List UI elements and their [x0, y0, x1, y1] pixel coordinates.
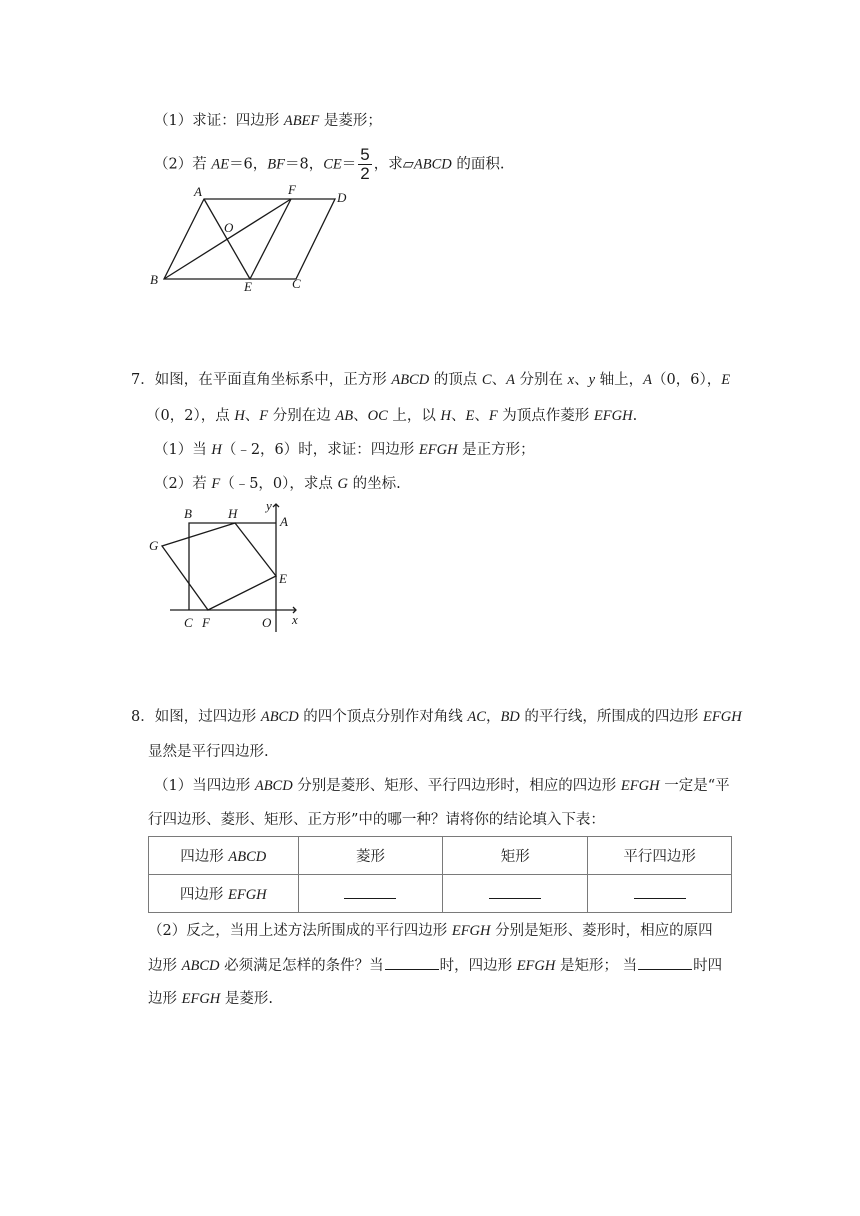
q8-part1-line2: 行四边形、菱形、矩形、正方形”中的哪一种？请将你的结论填入下表： [148, 812, 605, 828]
label-o: O [224, 220, 234, 235]
q7-stem-line1: 7．如图，在平面直角坐标系中，正方形 ABCD 的顶点 C、A 分别在 x、y 轴上，A（0，6），E [131, 372, 731, 388]
answer-blank-rectangle[interactable] [443, 875, 588, 913]
table-header-cell: 四边形 EFGH [149, 875, 299, 913]
label-y: y [266, 498, 272, 513]
q6-part2: （2）若 AE＝6，BF＝8，CE＝ $\frac{5}{2}$ ，求▱ABCD 的面积. [154, 145, 505, 183]
label-f: F [288, 182, 296, 197]
q7-part1: （1）当 H（﹣2，6）时，求证：四边形 EFGH 是正方形； [154, 442, 535, 458]
blank-line [634, 884, 686, 899]
label-d: D [337, 190, 347, 205]
label-e: E [244, 279, 252, 294]
q8-stem-line1: 8．如图，过四边形 ABCD 的四个顶点分别作对角线 AC，BD 的平行线，所围成的四边形 EFGH [131, 709, 742, 725]
answer-blank-rectangle-condition[interactable] [385, 955, 439, 970]
table-cell: 矩形 [443, 837, 588, 875]
q8-stem-line2: 显然是平行四边形. [148, 744, 269, 760]
segment-fe [250, 199, 291, 279]
label-c: C [184, 615, 193, 630]
table-row [149, 837, 732, 875]
segment-bf [164, 199, 291, 279]
rhombus-efgh [162, 523, 276, 610]
label-b: B [150, 272, 158, 287]
answer-blank-rhombus-condition[interactable] [638, 955, 692, 970]
label-f: F [202, 615, 210, 630]
table-cell: 菱形 [298, 837, 443, 875]
q7-part2: （2）若 F（﹣5，0），求点 G 的坐标. [154, 476, 401, 492]
label-c: C [292, 276, 301, 291]
q8-part2-line2: 边形 ABCD 必须满足怎样的条件？当 时，四边形 EFGH 是矩形； 当 时四 [148, 955, 722, 976]
q8-part2-line3: 边形 EFGH 是菱形. [148, 991, 273, 1007]
label-o: O [262, 615, 272, 630]
q8-part2-line1: （2）反之，当用上述方法所围成的平行四边形 EFGH 分别是矩形、菱形时，相应的原四 [148, 923, 713, 939]
q8-part1-line1: （1）当四边形 ABCD 分别是菱形、矩形、平行四边形时，相应的四边形 EFGH 一定是“平 [154, 778, 730, 794]
q7-figure-coordinate-square [140, 496, 320, 634]
table-cell: 平行四边形 [588, 837, 732, 875]
table-row [149, 875, 732, 913]
label-a: A [194, 184, 202, 199]
blank-line [344, 884, 396, 899]
label-abef: ABEF [283, 113, 320, 129]
label-a: A [280, 514, 288, 529]
q6-part1: （1）求证：四边形 ABEF 是菱形； [154, 113, 382, 129]
label-b: B [184, 506, 192, 521]
label-x: x [292, 612, 298, 627]
square-abcd [189, 523, 276, 610]
label-h: H [228, 506, 238, 521]
fraction-five-halves: $\frac{5}{2}$ [360, 145, 370, 183]
label-e: E [279, 571, 287, 586]
q7-stem-line2: （0，2），点 H、F 分别在边 AB、OC 上，以 H、E、F 为顶点作菱形 EFGH. [146, 408, 638, 424]
answer-blank-rhombus[interactable] [298, 875, 443, 913]
blank-line [489, 884, 541, 899]
q6-figure-parallelogram [140, 180, 360, 295]
parallelogram-abcd [164, 199, 335, 279]
label-g: G [149, 538, 159, 553]
table-header-cell: 四边形 ABCD [149, 837, 299, 875]
answer-blank-parallelogram[interactable] [588, 875, 732, 913]
answer-table [148, 836, 732, 913]
